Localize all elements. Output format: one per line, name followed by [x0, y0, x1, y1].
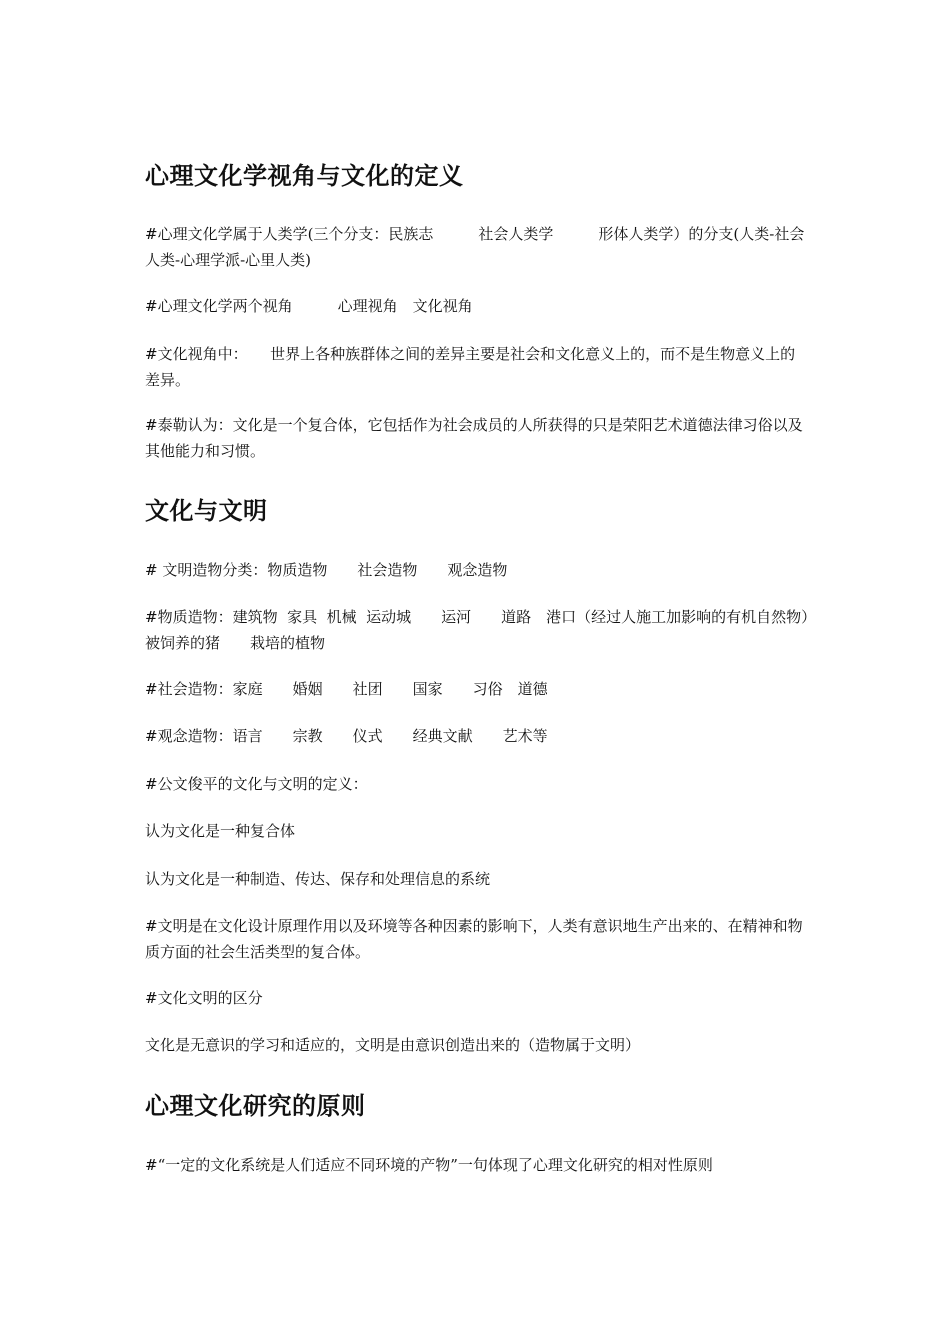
- paragraph-anthropology-branches: #心理文化学属于人类学(三个分支：民族志 社会人类学 形体人类学）的分支(人类-社会人类-心理学派-心里人类): [145, 225, 805, 269]
- section-heading: [145, 160, 810, 192]
- paragraph-civilization-definition: #文明是在文化设计原理作用以及环境等各种因素的影响下，人类有意识地生产出来的、在精神和物质方面的社会生活类型的复合体。: [145, 917, 803, 961]
- paragraph: [145, 985, 810, 1011]
- paragraph: [145, 604, 810, 656]
- paragraph-culture-complex: 认为文化是一种复合体: [145, 822, 296, 840]
- paragraph: [145, 221, 810, 273]
- paragraph: [145, 293, 810, 319]
- paragraph-two-perspectives: #心理文化学两个视角 心理视角 文化视角: [145, 297, 473, 315]
- paragraph: [145, 341, 810, 393]
- paragraph-tylor-definition: #泰勒认为：文化是一个复合体，它包括作为社会成员的人所获得的只是荣阳艺术道德法律习俗以及其他能力和习惯。: [145, 416, 803, 460]
- paragraph: [145, 1152, 810, 1178]
- paragraph-kumon-definition: #公文俊平的文化与文明的定义：: [145, 775, 368, 793]
- paragraph-distinction-title: #文化文明的区分: [145, 989, 263, 1007]
- paragraph-relativity-principle: #“一定的文化系统是人们适应不同环境的产物”一句体现了心理文化研究的相对性原则: [145, 1156, 713, 1174]
- section-heading: [145, 495, 810, 527]
- paragraph: [145, 723, 810, 749]
- paragraph: [145, 913, 810, 965]
- paragraph: [145, 412, 810, 464]
- paragraph-social-artifacts: #社会造物：家庭 婚姻 社团 国家 习俗 道德: [145, 680, 548, 698]
- paragraph: [145, 866, 810, 892]
- paragraph: [145, 557, 810, 583]
- paragraph: [145, 1032, 810, 1058]
- paragraph: [145, 771, 810, 797]
- paragraph-cultural-perspective: #文化视角中： 世界上各种族群体之间的差异主要是社会和文化意义上的，而不是生物意义上的差异。: [145, 345, 796, 389]
- section-heading: [145, 1090, 810, 1122]
- paragraph-distinction: 文化是无意识的学习和适应的，文明是由意识创造出来的（造物属于文明）: [145, 1036, 641, 1054]
- paragraph-conceptual-artifacts: #观念造物：语言 宗教 仪式 经典文献 艺术等: [145, 727, 548, 745]
- paragraph: [145, 676, 810, 702]
- heading-cultural-psychology-perspective: 心理文化学视角与文化的定义: [145, 162, 464, 190]
- heading-culture-and-civilization: 文化与文明: [145, 497, 268, 525]
- paragraph-culture-information-system: 认为文化是一种制造、传达、保存和处理信息的系统: [145, 870, 491, 888]
- paragraph-artifact-classification: # 文明造物分类：物质造物 社会造物 观念造物: [145, 561, 508, 579]
- paragraph: [145, 818, 810, 844]
- heading-research-principles: 心理文化研究的原则: [145, 1092, 366, 1120]
- paragraph-material-artifacts: #物质造物：建筑物 家具 机械 运动城 运河 道路 港口（经过人施工加影响的有机自然物）被饲养的猪 栽培的植物: [145, 608, 809, 652]
